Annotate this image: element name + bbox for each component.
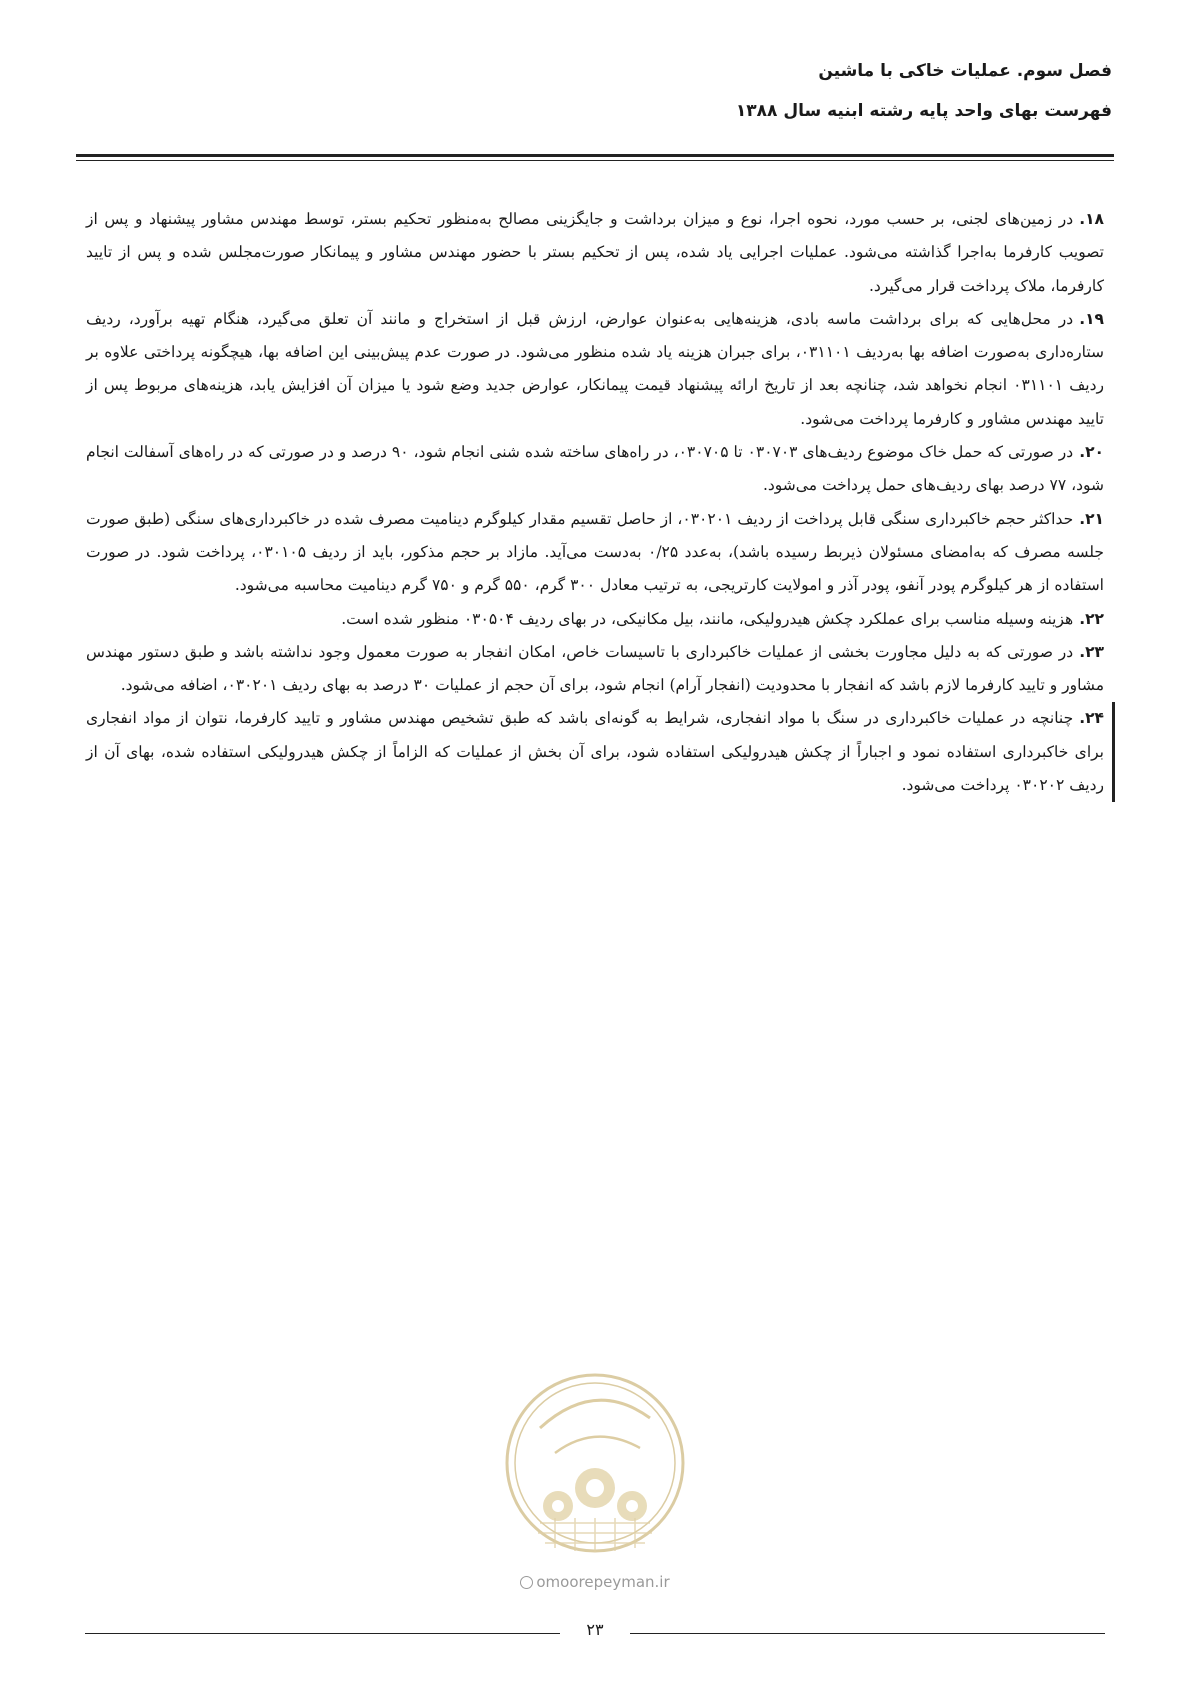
website-url xyxy=(470,1573,720,1591)
paragraph-number: ۲۳. xyxy=(1079,642,1104,661)
paragraph-text: در صورتی که به دلیل مجاورت بخشی از عملیات خاکبرداری با تاسیسات خاص، امکان انفجار به صورت معمول وجود نداشته باشد و طبق دستور مهندس مشاور و تایید کارفرما لازم باشد که انفجار با محدودیت (انفجار آرام) انجام شود، برای آن حجم از عملیات ۳۰ درصد به بهای ردیف ۰۳۰۲۰۱، اضافه می‌شود. xyxy=(86,642,1104,695)
body-content xyxy=(86,203,1104,802)
chapter-title: فصل سوم. عملیات خاکی با ماشین xyxy=(818,61,1112,81)
paragraph-number: ۲۲. xyxy=(1079,609,1104,628)
watermark-logo xyxy=(500,1368,690,1558)
paragraph-number: ۲۴. xyxy=(1079,709,1104,728)
footer-rule-right xyxy=(630,1633,1105,1634)
paragraph-text: در صورتی که حمل خاک موضوع ردیف‌های ۰۳۰۷۰۳ تا ۰۳۰۷۰۵، در راه‌های ساخته شده شنی انجام شود، ۹۰ درصد و در صورتی که در راه‌های آسفالت انجام شود، ۷۷ درصد بهای ردیف‌های حمل پرداخت می‌شود. xyxy=(86,443,1104,495)
paragraph-21 xyxy=(86,503,1104,603)
paragraph-text: در زمین‌های لجنی، بر حسب مورد، نحوه اجرا، نوع و میزان برداشت و جایگزینی مصالح به‌منظور تحکیم بستر، توسط مهندس مشاور پیشنهاد و پس از تصویب کارفرما به‌اجرا گذاشته می‌شود. عملیات اجرایی یاد شده، پس از تحکیم بستر با حضور مهندس مشاور و پیمانکار صورت‌مجلس شده و پس از تایید کارفرما، ملاک پرداخت قرار می‌گیرد. xyxy=(86,210,1104,295)
paragraph-18 xyxy=(86,203,1104,303)
page-header xyxy=(78,58,1112,124)
paragraph-22 xyxy=(86,603,1104,636)
paragraph-text: هزینه وسیله مناسب برای عملکرد چکش هیدرولیکی، مانند، بیل مکانیکی، در بهای ردیف ۰۳۰۵۰۴ منظور شده است. xyxy=(341,609,1074,628)
paragraph-text: چنانچه در عملیات خاکبرداری در سنگ با مواد انفجاری، شرایط به گونه‌ای باشد که طبق تشخیص مهندس مشاور و تایید کارفرما، نتوان از مواد انفجاری برای خاکبرداری استفاده نمود و اجباراً از چکش هیدرولیکی استفاده شود، برای آن بخش از عملیات که الزاماً از چکش هیدرولیکی استفاده شده، بهای آن از ردیف ۰۳۰۲۰۲ پرداخت می‌شود. xyxy=(86,709,1104,795)
paragraph-number: ۱۹. xyxy=(1079,309,1104,328)
paragraph-number: ۲۱. xyxy=(1079,509,1104,528)
paragraph-24 xyxy=(86,702,1115,802)
logo-calligraphy-stroke xyxy=(540,1400,650,1428)
header-rule-thin xyxy=(76,160,1114,161)
paragraph-number: ۲۰. xyxy=(1079,443,1105,462)
paragraph-text: حداکثر حجم خاکبرداری سنگی قابل پرداخت از ردیف ۰۳۰۲۰۱، از حاصل تقسیم مقدار کیلوگرم دینامیت مصرف شده در خاکبرداری‌های سنگی (طبق صورت جلسه مصرف که به‌امضای مسئولان ذیربط رسیده باشد)، به‌عدد ۰/۲۵ به‌دست می‌آید. مازاد بر حجم مذکور، باید از ردیف ۰۳۰۱۰۵، پرداخت شود. در صورت استفاده از هر کیلوگرم پودر آنفو، پودر آذر و امولایت کارتریجی، به ترتیب معادل ۳۰۰ گرم، ۵۵۰ گرم و ۷۵۰ گرم دینامیت محاسبه می‌شود. xyxy=(86,509,1105,595)
website-text: omoorepeyman.ir xyxy=(536,1573,670,1591)
paragraph-23 xyxy=(86,636,1104,703)
paragraph-text: در محل‌هایی که برای برداشت ماسه بادی، هزینه‌هایی به‌عنوان عوارض، ارزش قبل از استخراج و مانند آن تعلق می‌گیرد، هنگام تهیه برآورد، ردیف ستاره‌داری به‌صورت اضافه بها به‌ردیف ۰۳۱۱۰۱، برای جبران هزینه یاد شده منظور می‌شود. در صورت عدم پیش‌بینی این اضافه بها، هیچگونه پرداختی علاوه بر ردیف ۰۳۱۱۰۱ انجام نخواهد شد، چنانچه بعد از تاریخ ارائه پیشنهاد قیمت پیمانکار، عوارض جدید وضع شود یا میزان آن افزایش یابد، هزینه‌های مربوط پس از تایید مهندس مشاور و کارفرما پرداخت می‌شود. xyxy=(86,309,1104,428)
globe-icon xyxy=(520,1576,533,1589)
document-subtitle: فهرست بهای واحد پایه رشته ابنیه سال ۱۳۸۸ xyxy=(735,101,1112,121)
page-number: ۲۳ xyxy=(586,1620,604,1639)
footer-rule-left xyxy=(85,1633,560,1634)
paragraph-number: ۱۸. xyxy=(1079,210,1104,228)
header-rule-thick xyxy=(76,154,1114,157)
paragraph-19 xyxy=(86,303,1104,436)
paragraph-20 xyxy=(86,436,1104,503)
